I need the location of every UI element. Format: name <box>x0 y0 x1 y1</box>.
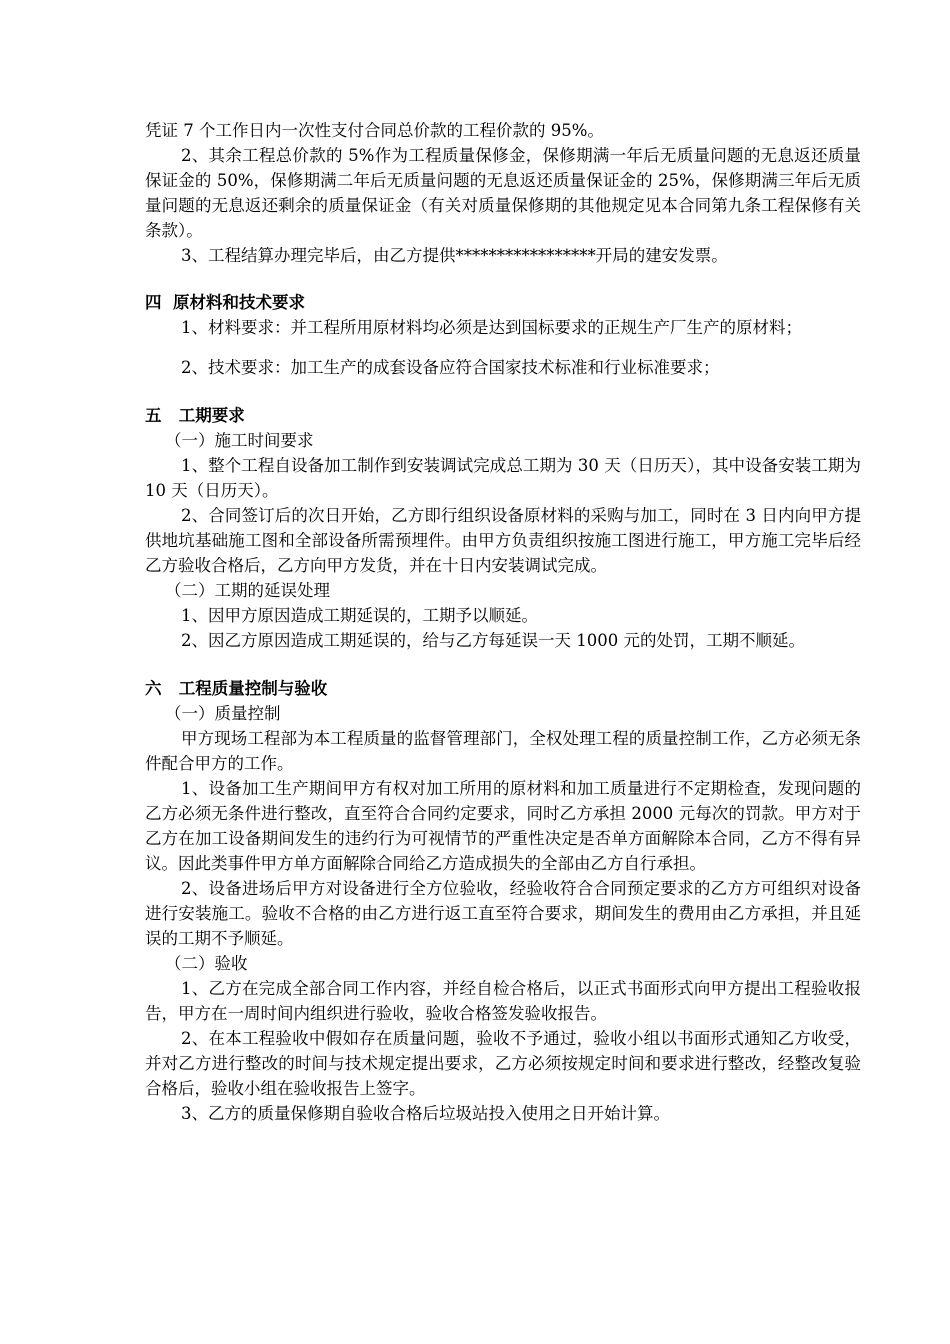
section-6-intro: 甲方现场工程部为本工程质量的监督管理部门，全权处理工程的质量控制工作，乙方必须无条件配合甲方的工作。 <box>145 729 861 773</box>
section-6-item-3: 1、乙方在完成全部合同工作内容，并经自检合格后，以正式书面形式向甲方提出工程验收报告，甲方在一周时间内组织进行验收，验收合格签发验收报告。 <box>145 979 861 1023</box>
section-6-sub-2: （二）验收 <box>165 954 248 973</box>
section-6-sub-1: （一）质量控制 <box>165 704 281 723</box>
section-5-item-4: 2、因乙方原因造成工期延误的，给与乙方每延误一天 1000 元的处罚，工期不顺延。 <box>181 631 805 650</box>
payment-clause-3: 3、工程结算办理完毕后，由乙方提供*****************开局的建安发票。 <box>181 246 728 265</box>
section-4-item-1: 1、材料要求：并工程所用原材料均必须是达到国标要求的正规生产厂生产的原材料； <box>181 318 802 337</box>
section-6-item-2: 2、设备进场后甲方对设备进行全方位验收，经验收符合合同预定要求的乙方方可组织对设备进行安装施工。验收不合格的由乙方进行返工直至符合要求，期间发生的费用由乙方承担，并且延误的工期不予顺延。 <box>145 879 861 948</box>
section-5-sub-1: （一）施工时间要求 <box>165 431 314 450</box>
section-6-item-1: 1、设备加工生产期间甲方有权对加工所用的原材料和加工质量进行不定期检查，发现问题的乙方必须无条件进行整改，直至符合合同约定要求，同时乙方承担 2000 元每次的罚款。甲方对于乙方在加工设备期间发生的违约行为可视情节的严重性决定是否单方面解除本合同，乙方不得有异议。因此类事件甲方单方面解除合同给乙方造成损失的全部由乙方自行承担。 <box>145 779 861 873</box>
section-4-item-2: 2、技术要求：加工生产的成套设备应符合国家技术标准和行业标准要求； <box>181 358 720 377</box>
section-4-heading: 四 原材料和技术要求 <box>145 293 305 312</box>
section-6-heading: 六 工程质量控制与验收 <box>145 679 328 698</box>
payment-clause-2: 2、其余工程总价款的 5%作为工程质量保修金，保修期满一年后无质量问题的无息返还质量保证金的 50%，保修期满二年后无质量问题的无息返还质量保证金的 25%，保修期满三年后无质量问题的无息返还剩余的质量保证金（有关对质量保修期的其他规定见本合同第九条工程保修有关条款）。 <box>145 146 861 240</box>
section-6-item-5: 3、乙方的质量保修期自验收合格后垃圾站投入使用之日开始计算。 <box>181 1104 670 1123</box>
section-6-item-4: 2、在本工程验收中假如存在质量问题，验收不予通过，验收小组以书面形式通知乙方收受，并对乙方进行整改的时间与技术规定提出要求，乙方必须按规定时间和要求进行整改，经整改复验合格后，验收小组在验收报告上签字。 <box>145 1029 861 1098</box>
section-5-item-3: 1、因甲方原因造成工期延误的，工期予以顺延。 <box>181 606 538 625</box>
document-body <box>145 118 861 1126</box>
payment-clause-continuation: 凭证 7 个工作日内一次性支付合同总价款的工程价款的 95%。 <box>145 121 604 140</box>
section-5-item-1: 1、整个工程自设备加工制作到安装调试完成总工期为 30 天（日历天），其中设备安装工期为 10 天（日历天）。 <box>145 456 861 500</box>
section-5-item-2: 2、合同签订后的次日开始，乙方即行组织设备原材料的采购与加工，同时在 3 日内向甲方提供地坑基础施工图和全部设备所需预埋件。由甲方负责组织按施工图进行施工，甲方施工完毕后经乙方验收合格后，乙方向甲方发货，并在十日内安装调试完成。 <box>145 506 861 575</box>
section-5-sub-2: （二）工期的延误处理 <box>165 581 330 600</box>
section-5-heading: 五 工期要求 <box>145 406 245 425</box>
